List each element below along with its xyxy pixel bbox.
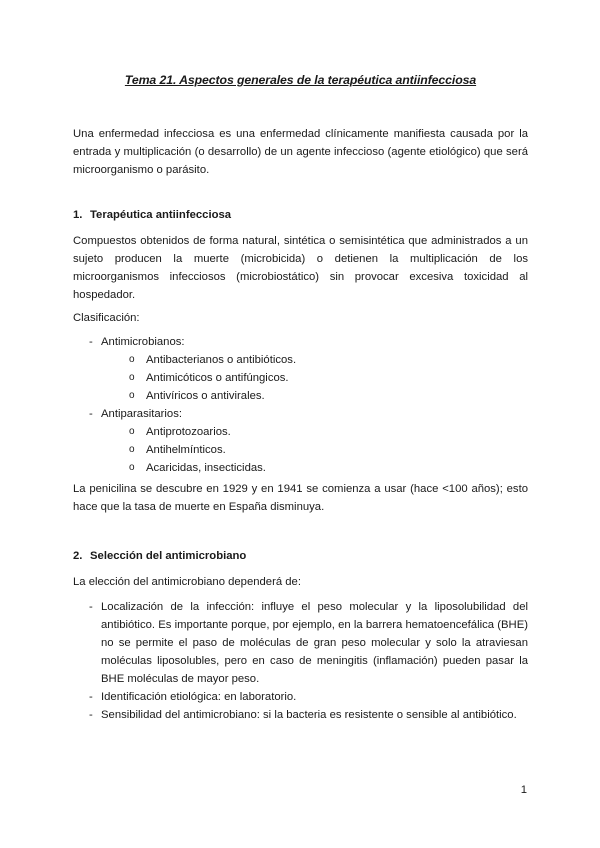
penicillin-note: La penicilina se descubre en 1929 y en 1941 se comienza a usar (hace <100 años); esto hace que la tasa de muerte en España disminuya. xyxy=(73,483,528,513)
bullet-marker: o xyxy=(129,390,135,401)
document-title: Tema 21. Aspectos generales de la terapéutica antiinfecciosa xyxy=(124,73,477,87)
antiparasitarios-sublist xyxy=(73,423,528,477)
selection-list-block xyxy=(73,598,528,724)
page-number: 1 xyxy=(520,784,527,796)
intro-paragraph: Una enfermedad infecciosa es una enfermedad clínicamente manifiesta causada por la entrada y multiplicación (o desarrollo) de un agente infeccioso (agente etiológico) que será microorganismo o parásito. xyxy=(73,128,528,176)
list-item: o Antibacterianos o antibióticos. xyxy=(73,351,528,369)
bullet-marker: o xyxy=(129,354,135,365)
list-item: o Antimicóticos o antifúngicos. xyxy=(73,369,528,387)
classification-list-block xyxy=(73,333,528,477)
dash-marker: - xyxy=(89,709,93,721)
section-2-title: Selección del antimicrobiano xyxy=(90,550,247,562)
section-2-lead-block xyxy=(73,573,528,591)
bullet-marker: o xyxy=(129,372,135,383)
list-item-antiparasitarios xyxy=(73,405,528,423)
list-item: - Sensibilidad del antimicrobiano: si la bacteria es resistente o sensible al antibiótico. xyxy=(73,706,528,724)
antimicrobianos-sublist xyxy=(73,351,528,405)
dash-marker: - xyxy=(89,336,93,348)
intro-paragraph-block xyxy=(73,125,528,179)
penicillin-note-block xyxy=(73,480,528,516)
list-item: - Identificación etiológica: en laboratorio. xyxy=(73,688,528,706)
bullet-marker: o xyxy=(129,462,135,473)
section-1-heading xyxy=(73,206,528,224)
section-1-title: Terapéutica antiinfecciosa xyxy=(90,209,232,221)
list-item: o Acaricidas, insecticidas. xyxy=(73,459,528,477)
section-1-definition-block xyxy=(73,232,528,304)
bullet-marker: o xyxy=(129,426,135,437)
section-2-lead: La elección del antimicrobiano dependerá de: xyxy=(73,576,301,588)
list-item-antimicrobianos xyxy=(73,333,528,351)
list-item: o Antiprotozoarios. xyxy=(73,423,528,441)
dash-marker: - xyxy=(89,601,93,613)
section-1-number: 1. xyxy=(73,209,83,221)
section-2-heading xyxy=(73,547,528,565)
selection-list xyxy=(73,598,528,724)
list-item: - Localización de la infección: influye el peso molecular y la liposolubilidad del antibiótico. Es importante porque, por ejemplo, en la barrera hematoencefálica (BHE) no se permite el paso de moléculas de gran peso molecular y solo la atraviesan moléculas liposolubles, pero en caso de meningitis (inflamación) pueden pasar la BHE moléculas de mayor peso. xyxy=(73,598,528,688)
group-label: Antiparasitarios: xyxy=(101,408,182,420)
dash-marker: - xyxy=(89,691,93,703)
classification-list xyxy=(73,333,528,351)
classification-label-block xyxy=(73,309,528,327)
bullet-marker: o xyxy=(129,444,135,455)
section-2-number: 2. xyxy=(73,550,83,562)
section-1-definition: Compuestos obtenidos de forma natural, sintética o semisintética que administrados a un sujeto producen la muerte (microbicida) o detienen la multiplicación de los microorganismos infecciosos (microbiostático) sin provocar excesiva toxicidad al hospedador. xyxy=(73,235,528,301)
dash-marker: - xyxy=(89,408,93,420)
group-label: Antimicrobianos: xyxy=(101,336,185,348)
list-item: o Antihelmínticos. xyxy=(73,441,528,459)
list-item: o Antivíricos o antivirales. xyxy=(73,387,528,405)
classification-label: Clasificación: xyxy=(73,312,140,324)
